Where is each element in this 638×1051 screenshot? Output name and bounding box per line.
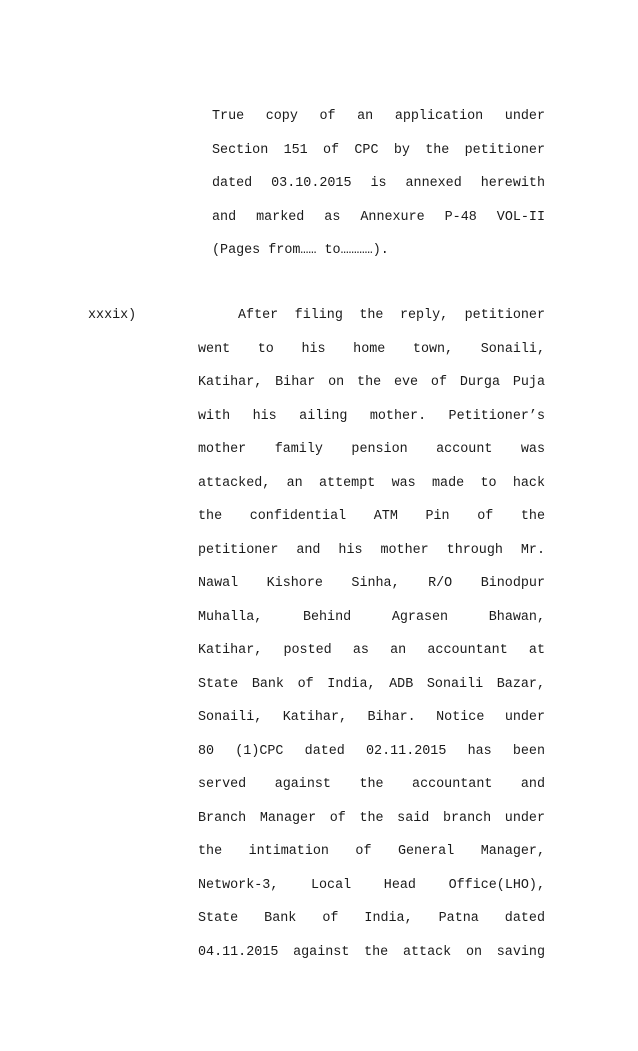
annexure-note: [212, 107, 545, 275]
paragraph-line: Katihar, Bihar on the eve of Durga Puja: [198, 375, 545, 390]
paragraph-line: served against the accountant and: [198, 777, 545, 792]
paragraph-line: Nawal Kishore Sinha, R/O Binodpur: [198, 576, 545, 591]
annexure-line: True copy of an application under: [212, 109, 545, 124]
paragraph-line: State Bank of India, Patna dated: [198, 911, 545, 926]
paragraph-line: the confidential ATM Pin of the: [198, 509, 545, 524]
paragraph-line: with his ailing mother. Petitioner’s: [198, 408, 545, 424]
paragraph-line: petitioner and his mother through Mr.: [198, 542, 545, 558]
paragraph-line: the intimation of General Manager,: [198, 844, 545, 859]
paragraph-line: State Bank of India, ADB Sonaili Bazar,: [198, 676, 545, 692]
annexure-line: (Pages from…… to…………).: [212, 243, 389, 258]
paragraph-line: Branch Manager of the said branch under: [198, 810, 545, 826]
annexure-line: Section 151 of CPC by the petitioner: [212, 142, 545, 158]
paragraph-body: [198, 306, 545, 976]
paragraph-line: Katihar, posted as an accountant at: [198, 643, 545, 658]
paragraph-line: Network-3, Local Head Office(LHO),: [198, 877, 545, 893]
paragraph-number: xxxix): [88, 308, 137, 323]
annexure-line: dated 03.10.2015 is annexed herewith: [212, 176, 545, 191]
paragraph-line: 80 (1)CPC dated 02.11.2015 has been: [198, 743, 545, 759]
paragraph-line: Sonaili, Katihar, Bihar. Notice under: [198, 710, 545, 725]
paragraph-line: mother family pension account was: [198, 442, 545, 457]
paragraph-line: went to his home town, Sonaili,: [198, 341, 545, 357]
paragraph-line: Muhalla, Behind Agrasen Bhawan,: [198, 609, 545, 625]
annexure-line: and marked as Annexure P-48 VOL-II: [212, 209, 545, 225]
paragraph-line: After filing the reply, petitioner: [238, 308, 545, 323]
paragraph-line: attacked, an attempt was made to hack: [198, 475, 545, 491]
paragraph-line: 04.11.2015 against the attack on saving: [198, 944, 545, 960]
